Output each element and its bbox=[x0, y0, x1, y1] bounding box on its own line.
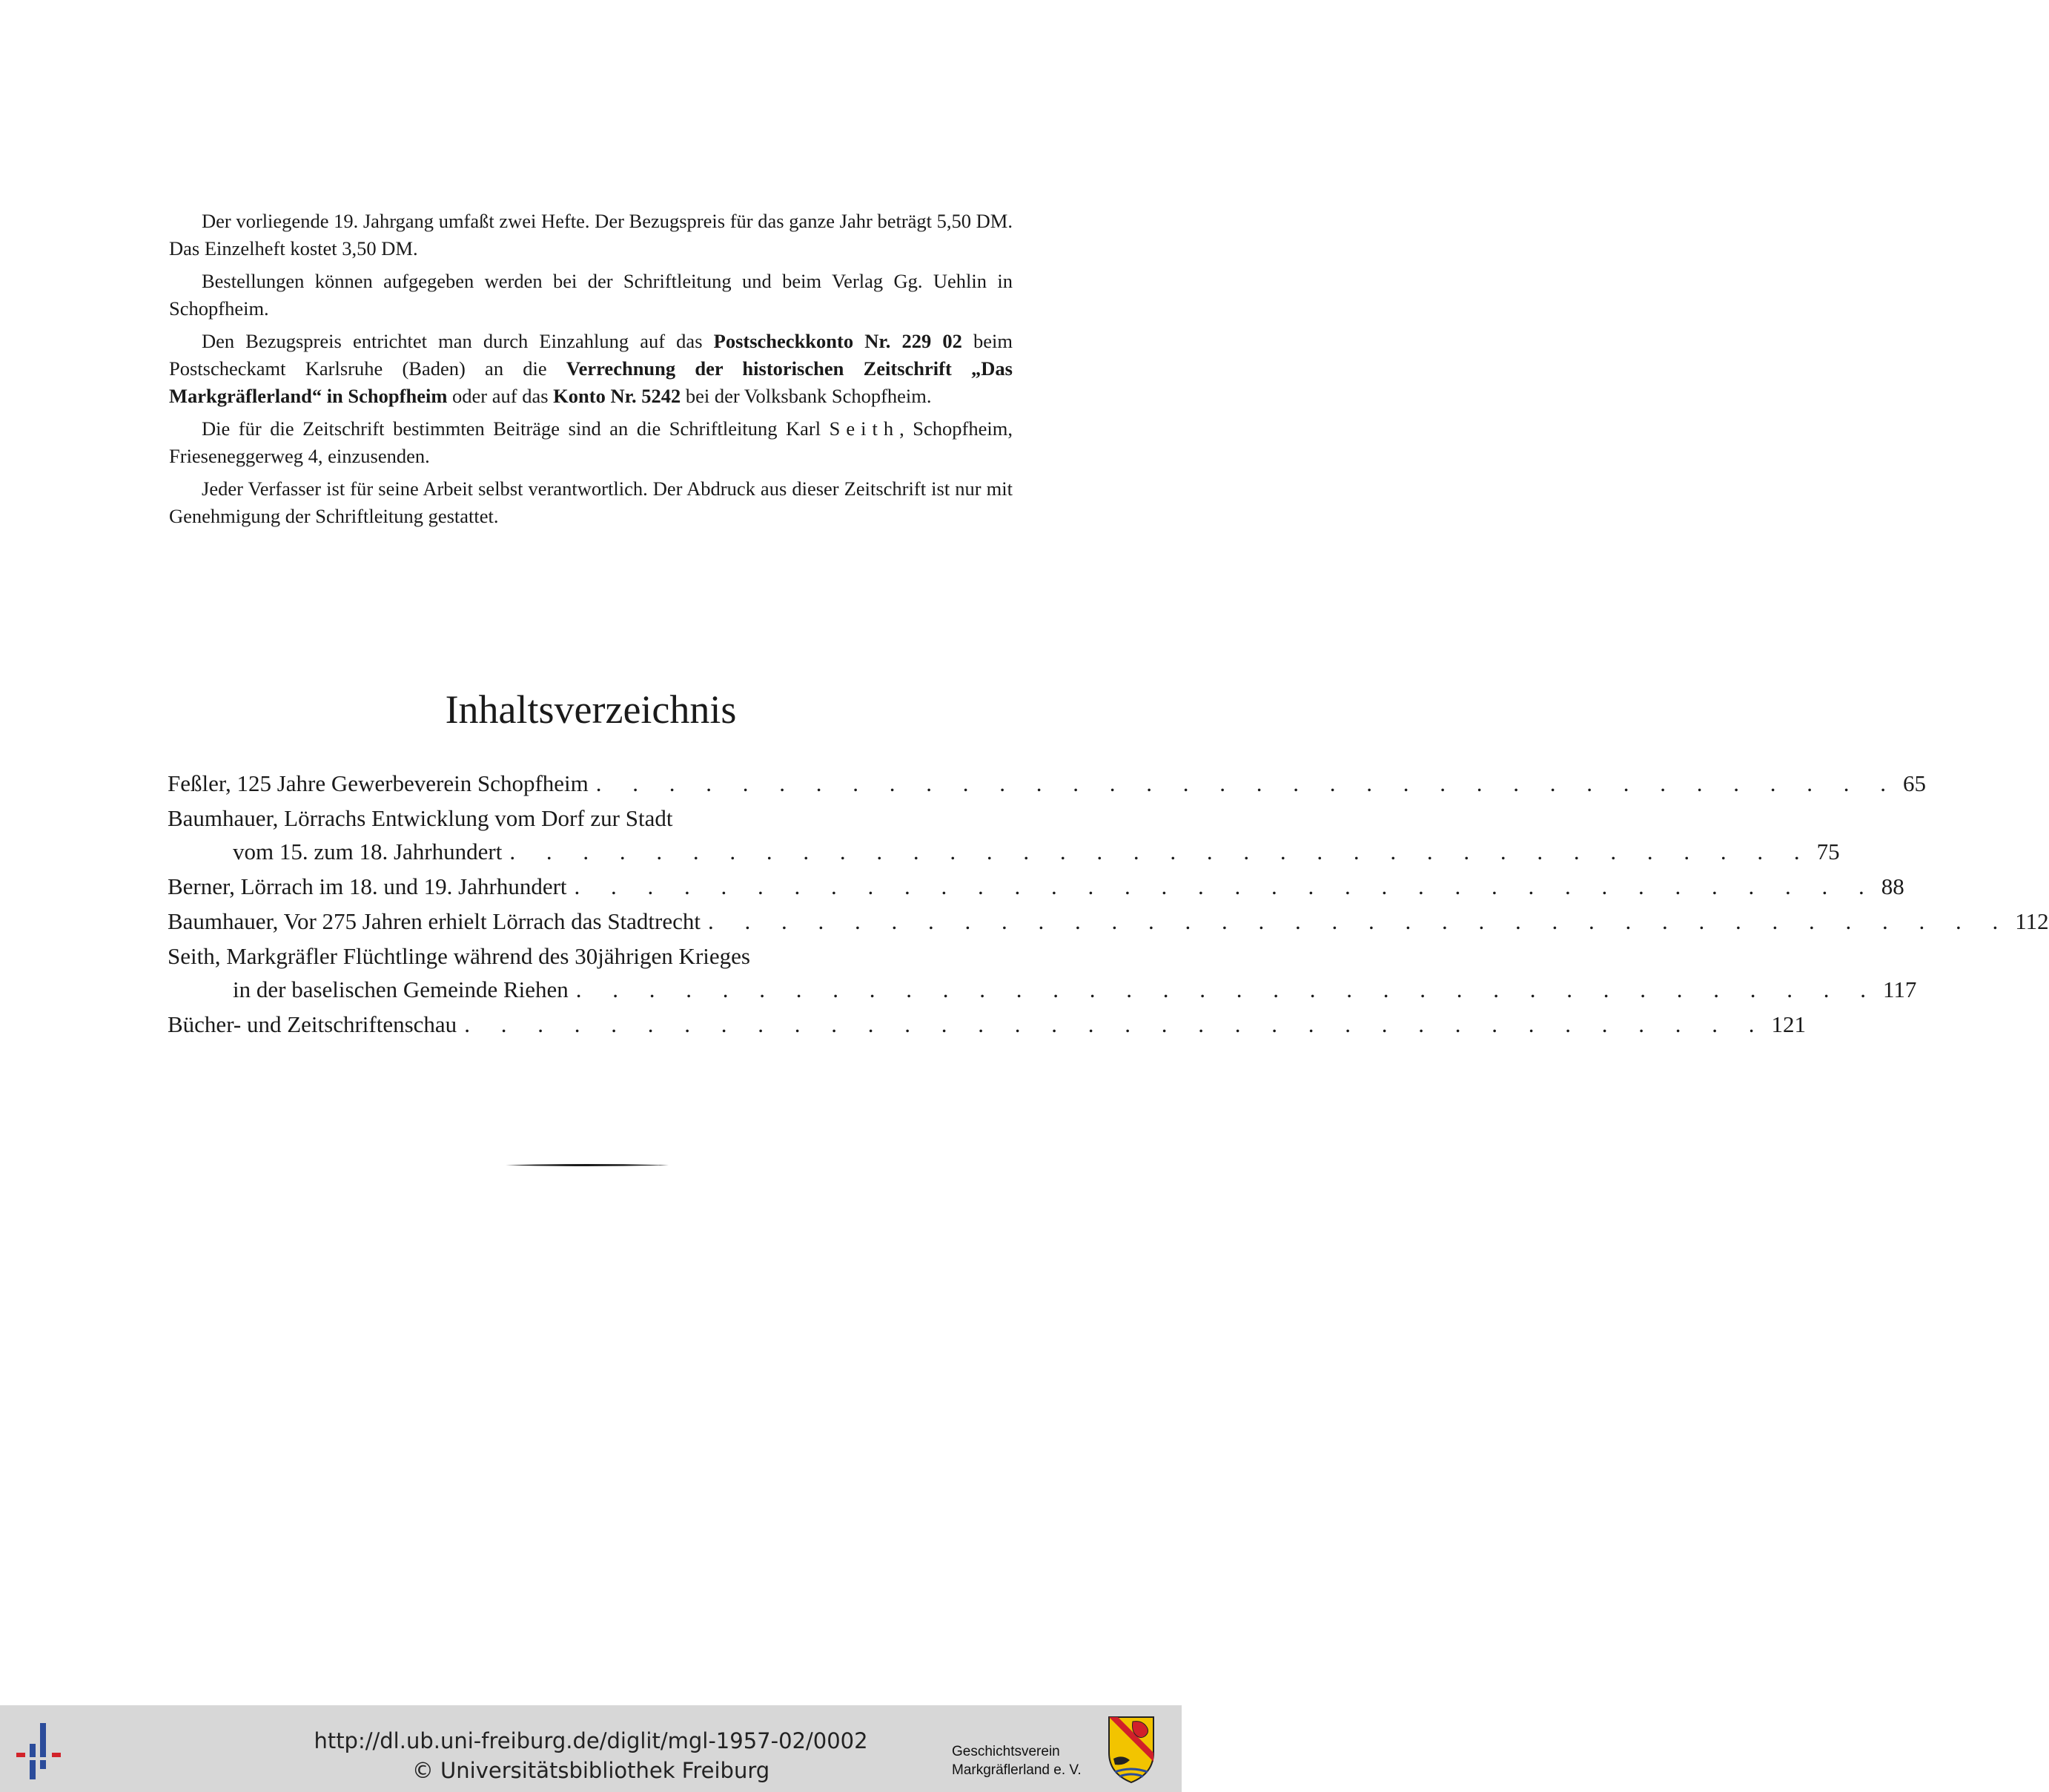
notice-paragraph-copyright: Jeder Verfasser ist für seine Arbeit selbst verantwortlich. Der Abdruck aus dieser Zeitschrift ist nur mit Genehmigung der Schriftleitung gestattet. bbox=[169, 477, 1013, 527]
toc-page-number: 121 bbox=[1771, 1011, 1806, 1037]
digitization-footer bbox=[0, 1705, 1182, 1792]
society-name bbox=[952, 1742, 1100, 1779]
toc-entry-title: Berner, Lörrach im 18. und 19. Jahrhundert bbox=[168, 873, 567, 899]
payment-text: beim Postscheckamt Karlsruhe (Baden) an die bbox=[169, 330, 1013, 380]
publication-notice bbox=[169, 208, 1013, 535]
toc-entry-title-continued: in der baselischen Gemeinde Riehen bbox=[233, 976, 569, 1002]
toc-entry[interactable] bbox=[168, 870, 1904, 903]
toc-entry[interactable] bbox=[168, 1008, 1806, 1041]
notice-paragraph-payment bbox=[169, 328, 1013, 410]
contributions-text: , Schopfheim, Frieseneggerweg 4, einzusenden. bbox=[169, 417, 1013, 467]
toc-page-number: 117 bbox=[1883, 976, 1917, 1002]
toc-leader-dots: . . . . . . . . . . . . . . . . . . . . . . . . . . . . . . . . . . . . bbox=[575, 976, 1879, 1002]
bank-account: Konto Nr. 5242 bbox=[553, 385, 681, 407]
contributions-text: Die für die Zeitschrift bestimmten Beiträge sind an die Schriftleitung Karl bbox=[202, 417, 830, 440]
notice-paragraph-subscription: Der vorliegende 19. Jahrgang umfaßt zwei Hefte. Der Bezugspreis für das ganze Jahr beträgt 5,50 DM. Das Einzelheft kostet 3,50 DM. bbox=[169, 210, 1013, 259]
toc-entry[interactable] bbox=[168, 939, 1917, 1006]
toc-leader-dots: . . . . . . . . . . . . . . . . . . . . . . . . . . . . . . . . . . . . bbox=[509, 839, 1813, 864]
toc-entry-title: Baumhauer, Lörrachs Entwicklung vom Dorf zur Stadt bbox=[168, 805, 673, 831]
toc-entry-title: Bücher- und Zeitschriftenschau bbox=[168, 1011, 457, 1037]
account-holder: Verrechnung der historischen Zeitschrift „Das Markgräflerland“ in Schopfheim bbox=[169, 357, 1013, 407]
toc-page-number: 88 bbox=[1881, 873, 1904, 899]
toc-page-number: 112 bbox=[2015, 908, 2049, 934]
table-of-contents bbox=[168, 767, 2049, 1042]
society-name-line2: Markgräflerland e. V. bbox=[952, 1762, 1082, 1778]
toc-leader-dots: . . . . . . . . . . . . . . . . . . . . . . . . . . . . . . . . . . . . bbox=[708, 908, 2011, 934]
toc-entry[interactable] bbox=[168, 767, 1926, 800]
decorative-rule bbox=[506, 1163, 669, 1167]
copyright-notice: © Universitätsbibliothek Freiburg bbox=[411, 1758, 770, 1783]
coat-of-arms-icon[interactable] bbox=[1108, 1714, 1155, 1784]
toc-entry-title: Seith, Markgräfler Flüchtlinge während des 30jährigen Krieges bbox=[168, 943, 750, 969]
toc-entry[interactable] bbox=[168, 905, 2049, 938]
toc-leader-dots: . . . . . . . . . . . . . . . . . . . . . . . . . . . . . . . . . . . . bbox=[595, 770, 1899, 796]
payment-text: bei der Volksbank Schopfheim. bbox=[681, 385, 932, 407]
notice-paragraph-contributions bbox=[169, 415, 1013, 470]
editor-name: Seith bbox=[829, 417, 900, 440]
source-url-link[interactable]: http://dl.ub.uni-freiburg.de/diglit/mgl-1957-02/0002 bbox=[314, 1728, 868, 1753]
toc-page-number: 75 bbox=[1816, 839, 1840, 864]
toc-leader-dots: . . . . . . . . . . . . . . . . . . . . . . . . . . . . . . . . . . . . bbox=[464, 1011, 1767, 1037]
toc-entry-title: Feßler, 125 Jahre Gewerbeverein Schopfheim bbox=[168, 770, 589, 796]
payment-text: oder auf das bbox=[447, 385, 554, 407]
toc-entry-title-continued: vom 15. zum 18. Jahrhundert bbox=[233, 839, 503, 864]
toc-leader-dots: . . . . . . . . . . . . . . . . . . . . . . . . . . . . . . . . . . . . bbox=[574, 873, 1877, 899]
society-name-line1: Geschichtsverein bbox=[952, 1744, 1060, 1759]
toc-page-number: 65 bbox=[1903, 770, 1926, 796]
toc-entry-title: Baumhauer, Vor 275 Jahren erhielt Lörrach das Stadtrecht bbox=[168, 908, 701, 934]
postal-account: Postscheckkonto Nr. 229 02 bbox=[713, 330, 962, 352]
notice-paragraph-orders: Bestellungen können aufgegeben werden bei der Schriftleitung und beim Verlag Gg. Uehlin in Schopfheim. bbox=[169, 270, 1013, 320]
toc-entry[interactable] bbox=[168, 801, 1840, 868]
payment-text: Den Bezugspreis entrichtet man durch Einzahlung auf das bbox=[202, 330, 714, 352]
toc-title: Inhaltsverzeichnis bbox=[445, 687, 737, 732]
